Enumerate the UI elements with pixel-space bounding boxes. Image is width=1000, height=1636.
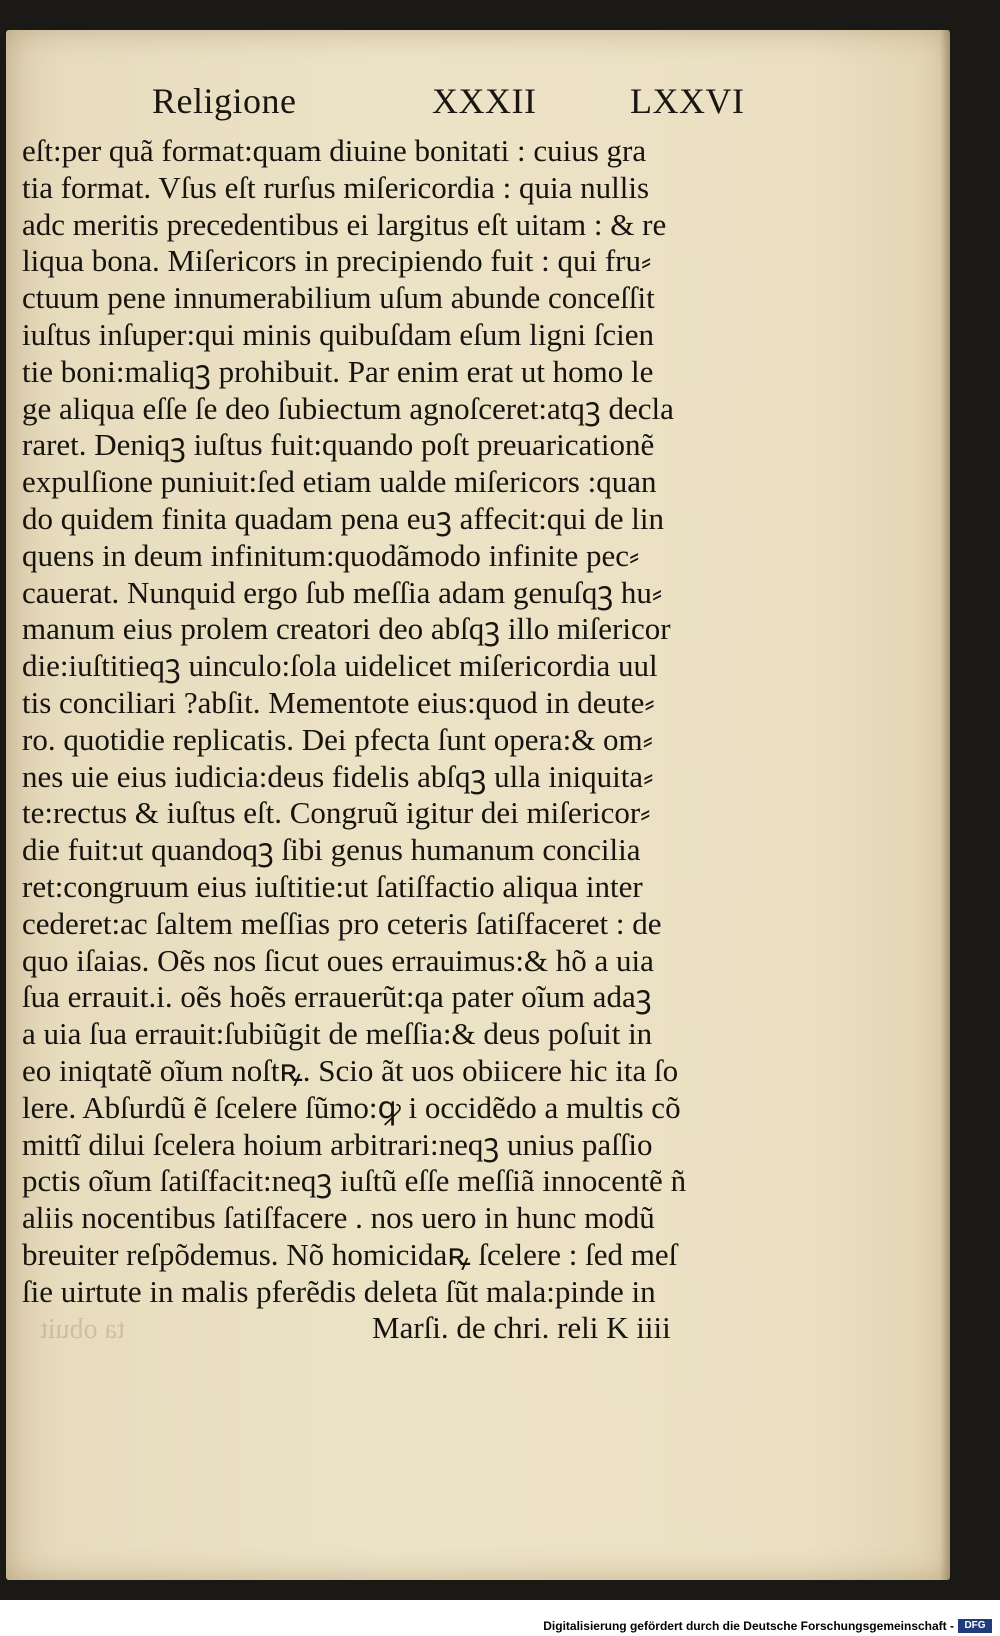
text-line: tie boni:maliqꝫ prohibuit. Par enim erat ut homo le	[22, 353, 654, 389]
text-line: quens in deum infinitum:quodãmodo infinite pec⸗	[22, 537, 640, 573]
text-line: quo iſaias. Oẽs nos ſicut oues errauimus:& hõ a uia	[22, 942, 654, 978]
text-line: adc meritis precedentibus ei largitus eſt uitam : & re	[22, 206, 667, 242]
page-edge-shadow	[940, 30, 950, 1580]
text-line: eſt:per quã format:quam diuine bonitati : cuius gra	[22, 133, 647, 168]
text-line: liqua bona. Miſericors in precipiendo fuit : qui fru⸗	[22, 243, 652, 279]
body-text	[22, 133, 822, 1311]
running-header	[152, 80, 782, 130]
text-line: ſie uirtute in malis pferẽdis deleta ſũt mala:pinde in	[22, 1273, 656, 1309]
text-line: die fuit:ut quandoqꝫ ſibi genus humanum concilia	[22, 832, 641, 868]
header-folio-left: XXXII	[432, 81, 537, 121]
text-line: cederet:ac ſaltem meſſias pro ceteris ſatiſfaceret : de	[22, 905, 662, 941]
dfg-logo: DFG	[958, 1619, 992, 1633]
text-line: eo iniqtatẽ oĩum noſtꝶ. Scio ãt uos obiicere hic ita ſo	[22, 1052, 679, 1088]
text-line: die:iuſtitieqꝫ uinculo:ſola uidelicet miſericordia uul	[22, 648, 658, 684]
text-line: lere. Abſurdũ ẽ ſcelere ſũmo:ꝙ i occidẽdo a multis cõ	[22, 1089, 681, 1125]
text-line: mittĩ dilui ſcelera hoium arbitrari:neqꝫ unius paſſio	[22, 1126, 653, 1162]
text-line: breuiter reſpõdemus. Nõ homicidaꝶ ſcelere : ſed meſ	[22, 1236, 678, 1272]
text-line: expulſione puniuit:ſed etiam ualde miſericors :quan	[22, 464, 657, 500]
footer-credit: Digitalisierung gefördert durch die Deutsche Forschungsgemeinschaft -	[543, 1619, 954, 1633]
text-line: a uia ſua errauit:ſubiũgit de meſſia:& deus poſuit in	[22, 1016, 653, 1052]
text-line: ro. quotidie replicatis. Dei pfecta ſunt opera:& om⸗	[22, 721, 653, 757]
text-line: ctuum pene innumerabilium uſum abunde conceſſit	[22, 280, 655, 316]
header-folio-right: LXXVI	[630, 81, 745, 121]
signature-mark: Marſi. de chri. reli K iiii	[372, 1310, 671, 1345]
text-line: aliis nocentibus ſatiſfacere . nos uero in hunc modũ	[22, 1200, 655, 1236]
text-line: raret. Deniqꝫ iuſtus fuit:quando poſt preuaricationẽ	[22, 427, 655, 463]
text-line: do quidem finita quadam pena euꝫ affecit:qui de lin	[22, 500, 664, 536]
text-line: ſua errauit.i. oẽs hoẽs errauerũt:qa pater oĩum adaꝫ	[22, 979, 652, 1015]
text-line: tia format. Vſus eſt rurſus miſericordia : quia nullis	[22, 169, 650, 205]
text-line: ge aliqua eſſe ſe deo ſubiectum agnoſceret:atqꝫ decla	[22, 390, 674, 426]
header-title: Religione	[152, 81, 297, 121]
text-line: tis conciliari ?abſit. Mementote eius:quod in deute⸗	[22, 684, 655, 720]
text-line: te:rectus & iuſtus eſt. Congruũ igitur dei miſericor⸗	[22, 795, 651, 831]
text-line: cauerat. Nunquid ergo ſub meſſia adam genuſqꝫ hu⸗	[22, 574, 663, 610]
text-line: pctis oĩum ſatiſfacit:neqꝫ iuſtũ eſſe meſſiã innocentẽ ñ	[22, 1163, 687, 1199]
text-line: manum eius prolem creatori deo abſqꝫ illo miſericor	[22, 611, 671, 647]
text-line: iuſtus inſuper:qui minis quibuſdam eſum ligni ſcien	[22, 316, 655, 352]
text-line: ret:congruum eius iuſtitie:ut ſatiſfactio aliqua inter	[22, 868, 643, 904]
bleed-through-text: ta obuit	[40, 1314, 125, 1345]
text-line: nes uie eius iudicia:deus fidelis abſqꝫ ulla iniquita⸗	[22, 758, 654, 794]
